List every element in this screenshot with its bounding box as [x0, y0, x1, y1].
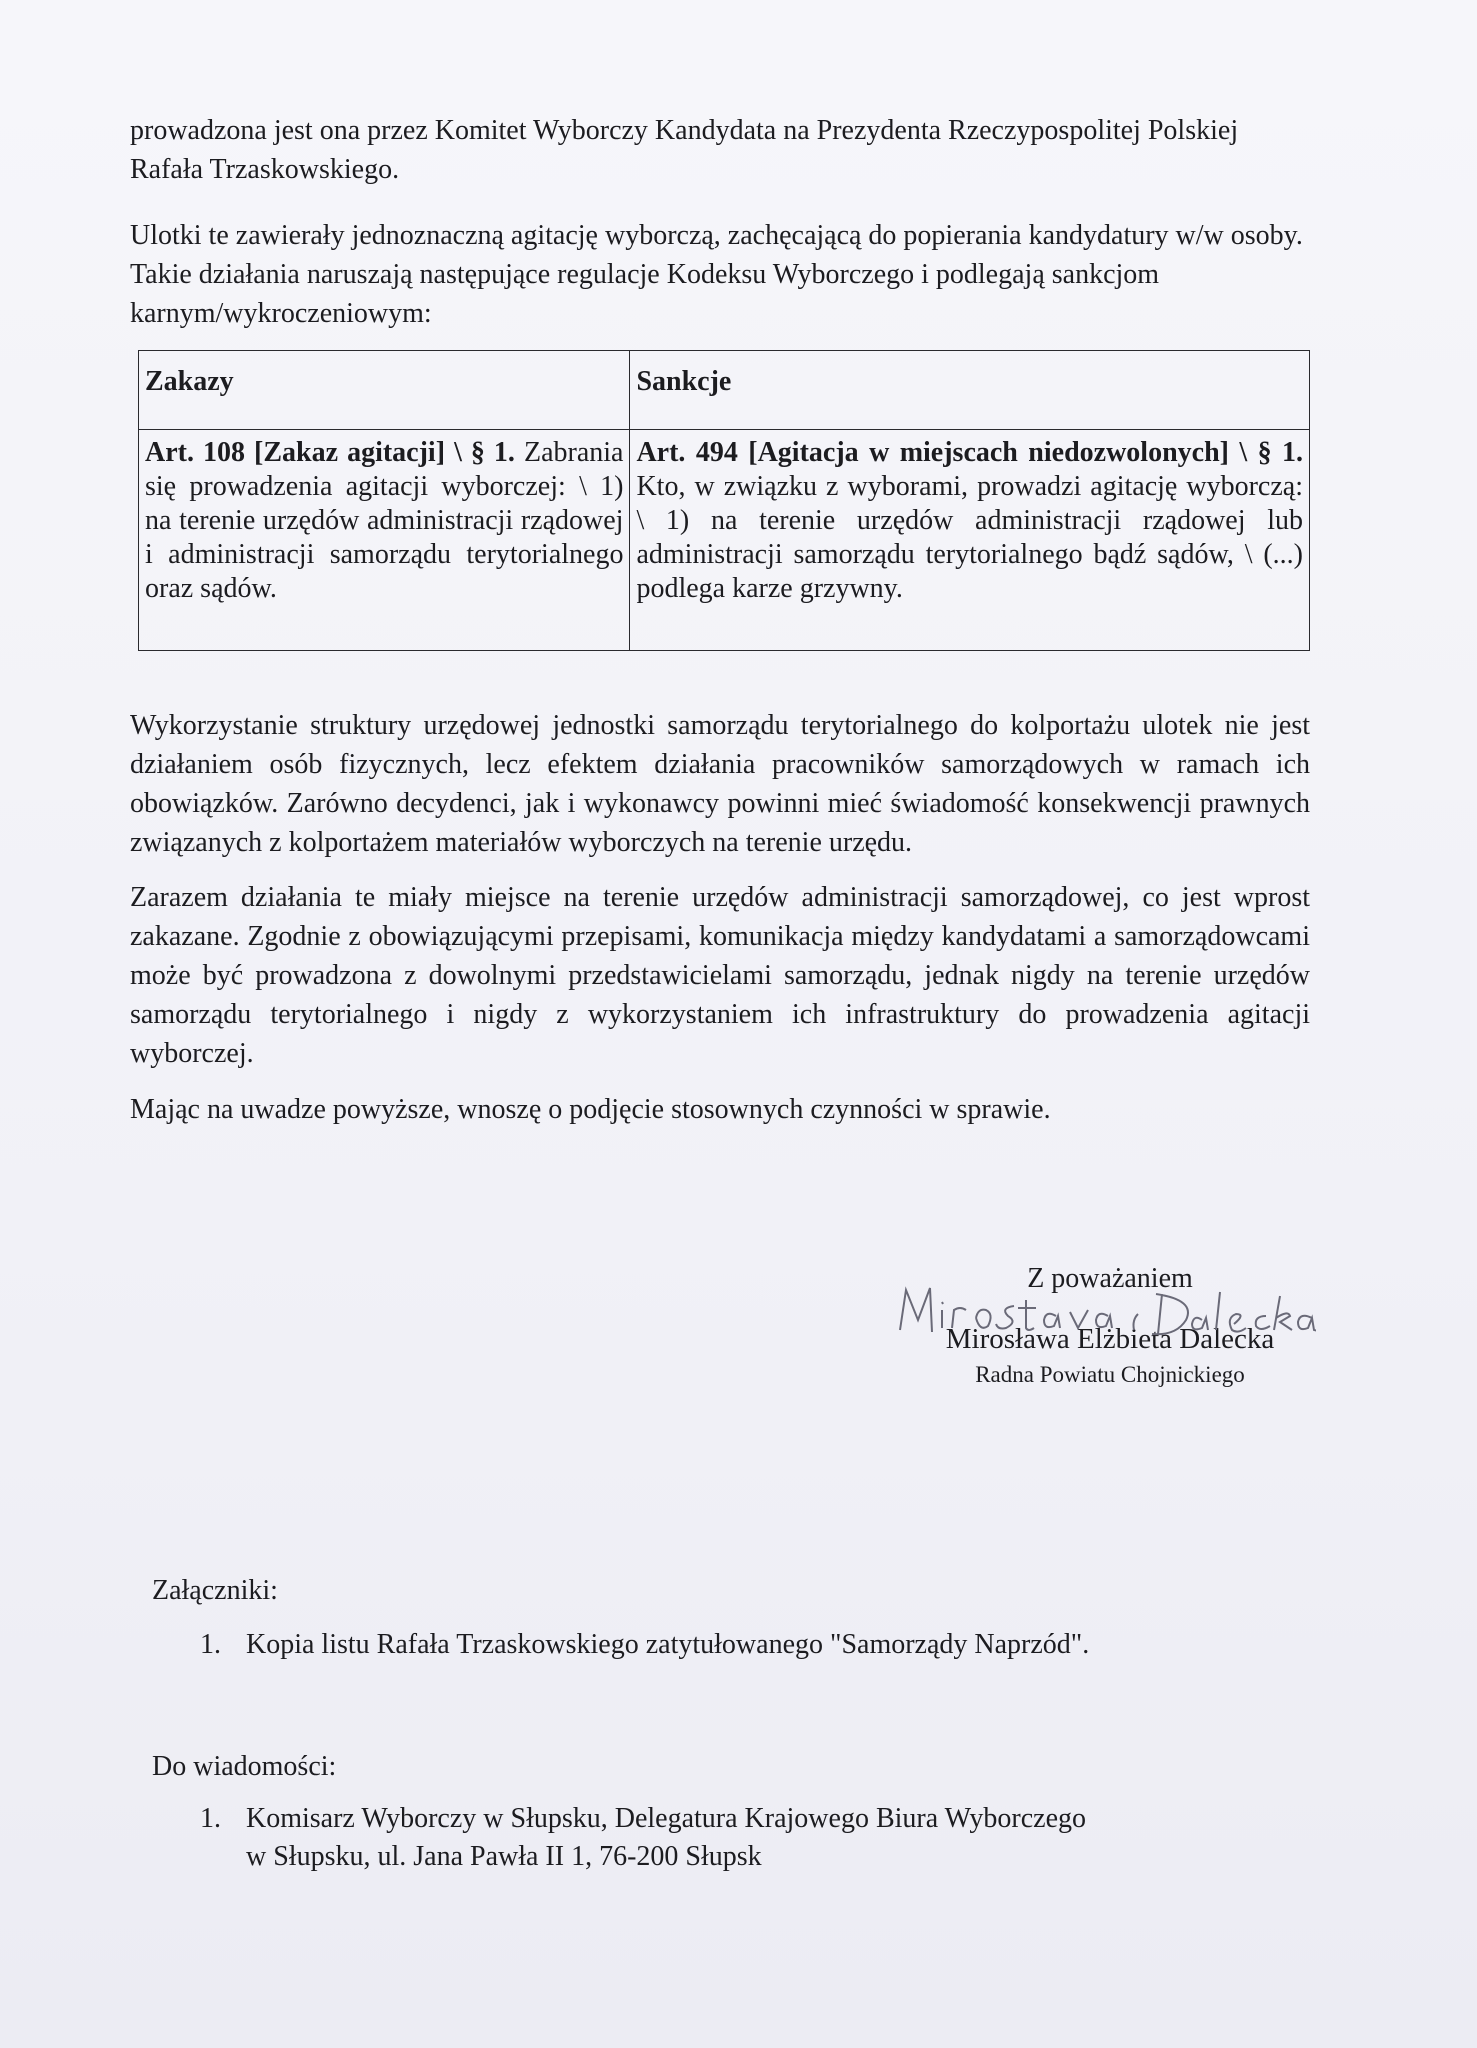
attachments-list: [200, 1626, 1200, 1664]
attachments-heading: Załączniki:: [152, 1575, 278, 1606]
leaflets-paragraph: Ulotki te zawierały jednoznaczną agitację wyborczą, zachęcającą do popierania kandydatury w/w osoby. Takie działania naruszają następujące regulacje Kodeksu Wyborczego i podlegają sankcjom karnym/wykroczeniowym:: [130, 220, 1303, 329]
conclusion-paragraph: Mając na uwadze powyższe, wnoszę o podjęcie stosownych czynności w sprawie.: [130, 1094, 1051, 1125]
closing-text: Z poważaniem: [1027, 1263, 1193, 1294]
list-item-number: 1.: [200, 1803, 221, 1834]
signer-name: Mirosława Elżbieta Dalecka: [945, 1323, 1275, 1355]
zarazem-paragraph: Zarazem działania te miały miejsce na terenie urzędów administracji samorządowej, co jest wprost zakazane. Zgodnie z obowiązującymi przepisami, komunikacja między kandydatami a samorządowcami może być prowadzona z dowolnymi przedstawicielami samorządu, jednak nigdy na terenie urzędów samorządu terytorialnego i nigdy z wykorzystaniem ich infrastruktury do prowadzenia agitacji wyborczej.: [130, 882, 1310, 1069]
regulations-table: [138, 350, 1310, 651]
article-108-text: Zabrania się prowadzenia agitacji wyborczej: \ 1) na terenie urzędów administracji rządowej i administracji samorządu terytorialnego oraz sądów.: [145, 437, 624, 604]
article-494-title: Art. 494 [Agitacja w miejscach niedozwolonych] \ § 1.: [636, 437, 1303, 468]
cc-heading: Do wiadomości:: [152, 1751, 337, 1782]
sanction-cell: [630, 430, 1310, 651]
cc-list: [200, 1800, 1200, 1876]
signature-block: [880, 1262, 1340, 1390]
cc-line-1: Komisarz Wyborczy w Słupsku, Delegatura Krajowego Biura Wyborczego: [246, 1803, 1087, 1834]
article-494-text: Kto, w związku z wyborami, prowadzi agitację wyborczą: \ 1) na terenie urzędów administracji rządowej lub administracji samorządu terytorialnego bądź sądów, \ (...) podlega karze grzywny.: [636, 471, 1303, 604]
list-item-number: 1.: [200, 1629, 221, 1660]
table-header-prohibitions: Zakazy: [139, 351, 630, 430]
cc-line-2: w Słupsku, ul. Jana Pawła II 1, 76-200 Słupsk: [246, 1841, 762, 1872]
signer-title: Radna Powiatu Chojnickiego: [975, 1362, 1245, 1387]
list-item: [200, 1800, 1200, 1876]
structure-paragraph: Wykorzystanie struktury urzędowej jednostki samorządu terytorialnego do kolportażu ulotek nie jest działaniem osób fizycznych, lecz efektem działania pracowników samorządowych w ramach ich obowiązków. Zarówno decydenci, jak i wykonawcy powinni mieć świadomość konsekwencji prawnych związanych z kolportażem materiałów wyborczych na terenie urzędu.: [130, 710, 1310, 858]
article-108-title: Art. 108 [Zakaz agitacji] \ § 1.: [145, 437, 515, 468]
table-row: [139, 430, 1310, 651]
table-header-row: [139, 351, 1310, 430]
list-item: [200, 1626, 1200, 1664]
intro-paragraph: prowadzona jest ona przez Komitet Wyborczy Kandydata na Prezydenta Rzeczypospolitej Polskiej Rafała Trzaskowskiego.: [130, 115, 1239, 185]
attachment-text: Kopia listu Rafała Trzaskowskiego zatytułowanego "Samorządy Naprzód".: [246, 1629, 1090, 1660]
prohibition-cell: [139, 430, 630, 651]
table-header-sanctions: Sankcje: [630, 351, 1310, 430]
